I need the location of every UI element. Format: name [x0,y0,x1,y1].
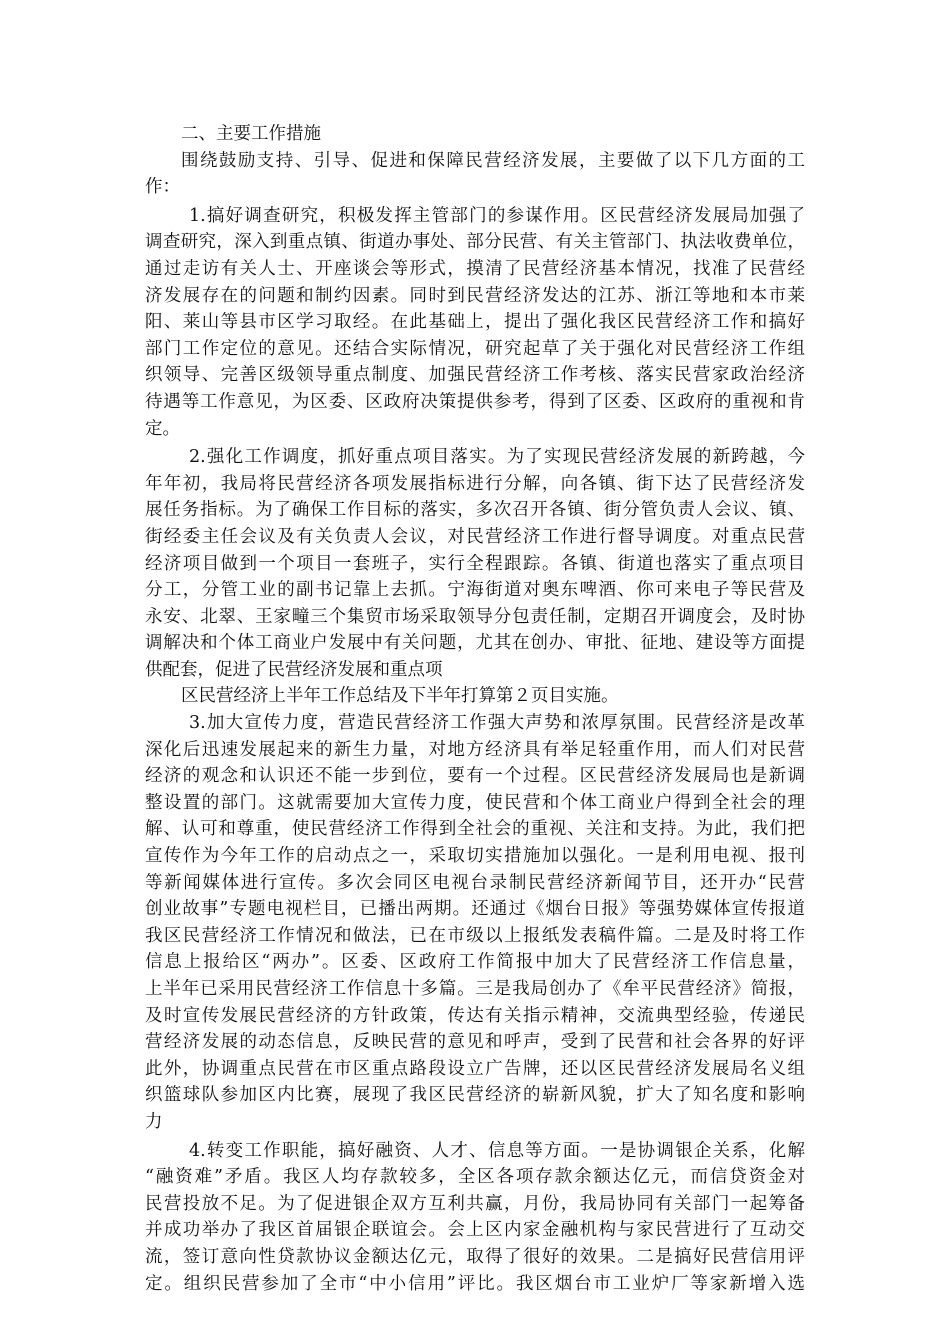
paragraph-line: 我区民营经济工作情况和做法，已在市级以上报纸发表稿件篇。二是及时将工作 [145,925,805,946]
paragraph-line: 通过走访有关人士、开座谈会等形式，摸清了民营经济基本情况，找准了民营经 [145,258,805,279]
paragraph-line: 作： [145,177,180,198]
paragraph-line: 宣传作为今年工作的启动点之一，采取切实措施加以强化。一是利用电视、报刊 [145,846,805,867]
paragraph-line: 及时宣传发展民营经济的方针政策，传达有关指示精神，交流典型经验，传递民 [145,1005,805,1026]
paragraph-line: 经济的观念和认识还不能一步到位，要有一个过程。区民营经济发展局也是新调 [145,766,805,787]
paragraph-line: 流，签订意向性贷款协议金额达亿元，取得了很好的效果。二是搞好民营信用评 [145,1246,805,1267]
paragraph-line: 调解决和个体工商业户发展中有关问题，尤其在创办、审批、征地、建设等方面提 [145,633,805,654]
paragraph-line: 并成功举办了我区首届银企联谊会。会上区内家金融机构与家民营进行了互动交 [145,1220,805,1241]
paragraph-line: 整设置的部门。这就需要加大宣传力度，使民营和个体工商业户得到全社会的理 [145,792,805,813]
paragraph-line: 供配套，促进了民营经济发展和重点项 [145,659,443,680]
paragraph-line: 年年初，我局将民营经济各项发展指标进行分解，向各镇、街下达了民营经济发 [145,473,805,494]
paragraph-line: 展任务指标。为了确保工作目标的落实，多次召开各镇、街分管负责人会议、镇、 [145,500,805,521]
paragraph-line: 经济项目做到一个项目一套班子，实行全程跟踪。各镇、街道也落实了重点项目 [145,553,805,574]
paragraph-line: 织篮球队参加区内比赛，展现了我区民营经济的崭新风貌，扩大了知名度和影响 [145,1085,805,1106]
paragraph-line: 深化后迅速发展起来的新生力量，对地方经济具有举足轻重作用，而人们对民营 [145,739,805,760]
paragraph-line: 民营投放不足。为了促进银企双方互利共赢，月份，我局协同有关部门一起筹备 [145,1193,805,1214]
paragraph-line: 此外，协调重点民营在市区重点路段设立广告牌，还以区民营经济发展局名义组 [145,1058,805,1079]
paragraph-line: 部门工作定位的意见。还结合实际情况，研究起草了关于强化对民营经济工作组 [145,338,805,359]
document-page [145,121,805,1297]
intro-paragraph [145,148,805,201]
paragraph-line: 阳、莱山等县市区学习取经。在此基础上，提出了强化我区民营经济工作和搞好 [145,312,805,333]
page-marker-line: 区民营经济上半年工作总结及下半年打算第２页目实施。 [181,686,619,707]
paragraph-line: 上半年已采用民营经济工作信息十多篇。三是我局创办了《牟平民营经济》简报， [145,979,805,999]
paragraph-line: “融资难”矛盾。我区人均存款较多，全区各项存款余额达亿元，而信贷资金对 [145,1167,805,1188]
paragraph-line: 济发展存在的问题和制约因素。同时到民营经济发达的江苏、浙江等地和本市莱 [145,285,805,306]
paragraph-line: 营经济发展的动态信息，反映民营的意见和呼声，受到了民营和社会各界的好评 [145,1032,805,1053]
paragraph-line: 1.搞好调查研究，积极发挥主管部门的参谋作用。区民营经济发展局加强了 [189,205,805,226]
item2-paragraph [145,444,805,683]
paragraph-line: 调查研究，深入到重点镇、街道办事处、部分民营、有关主管部门、执法收费单位， [145,232,805,253]
paragraph-line: 4.转变工作职能，搞好融资、人才、信息等方面。一是协调银企关系，化解 [189,1140,805,1161]
paragraph-line: 织领导、完善区级领导重点制度、加强民营经济工作考核、落实民营家政治经济 [145,365,805,386]
item1-paragraph [145,203,805,442]
paragraph-line: 分工，分管工业的副书记靠上去抓。宁海街道对奥东啤酒、你可来电子等民营及 [145,580,805,601]
paragraph-line: 定。 [145,418,180,439]
paragraph-line: 待遇等工作意见，为区委、区政府决策提供参考，得到了区委、区政府的重视和肯 [145,391,805,412]
paragraph-line: 3.加大宣传力度，营造民营经济工作强大声势和浓厚氛围。民营经济是改革 [189,713,805,734]
section-heading: 二、主要工作措施 [181,124,321,144]
paragraph-line: 定。组织民营参加了全市“中小信用”评比。我区烟台市工业炉厂等家新增入选 [145,1273,805,1294]
paragraph-line: 力 [145,1111,163,1132]
item4-paragraph [145,1138,805,1298]
paragraph-line: 街经委主任会议及有关负责人会议，对民营经济工作进行督导调度。对重点民营 [145,526,805,547]
paragraph-line: 解、认可和尊重，使民营经济工作得到全社会的重视、关注和支持。为此，我们把 [145,819,805,840]
paragraph-line: 等新闻媒体进行宣传。多次会同区电视台录制民营经济新闻节目，还开办“民营 [145,872,805,893]
paragraph-line: 2.强化工作调度，抓好重点项目落实。为了实现民营经济发展的新跨越，今 [189,447,805,468]
paragraph-line: 创业故事”专题电视栏目，已播出两期。还通过《烟台日报》等强势媒体宣传报道 [145,899,805,920]
item3-paragraph [145,710,805,1136]
paragraph-line: 围绕鼓励支持、引导、促进和保障民营经济发展，主要做了以下几方面的工 [181,150,805,171]
paragraph-line: 永安、北翠、王家疃三个集贸市场采取领导分包责任制，定期召开调度会，及时协 [145,606,805,627]
paragraph-line: 信息上报给区“两办”。区委、区政府工作简报中加大了民营经济工作信息量， [145,952,805,973]
